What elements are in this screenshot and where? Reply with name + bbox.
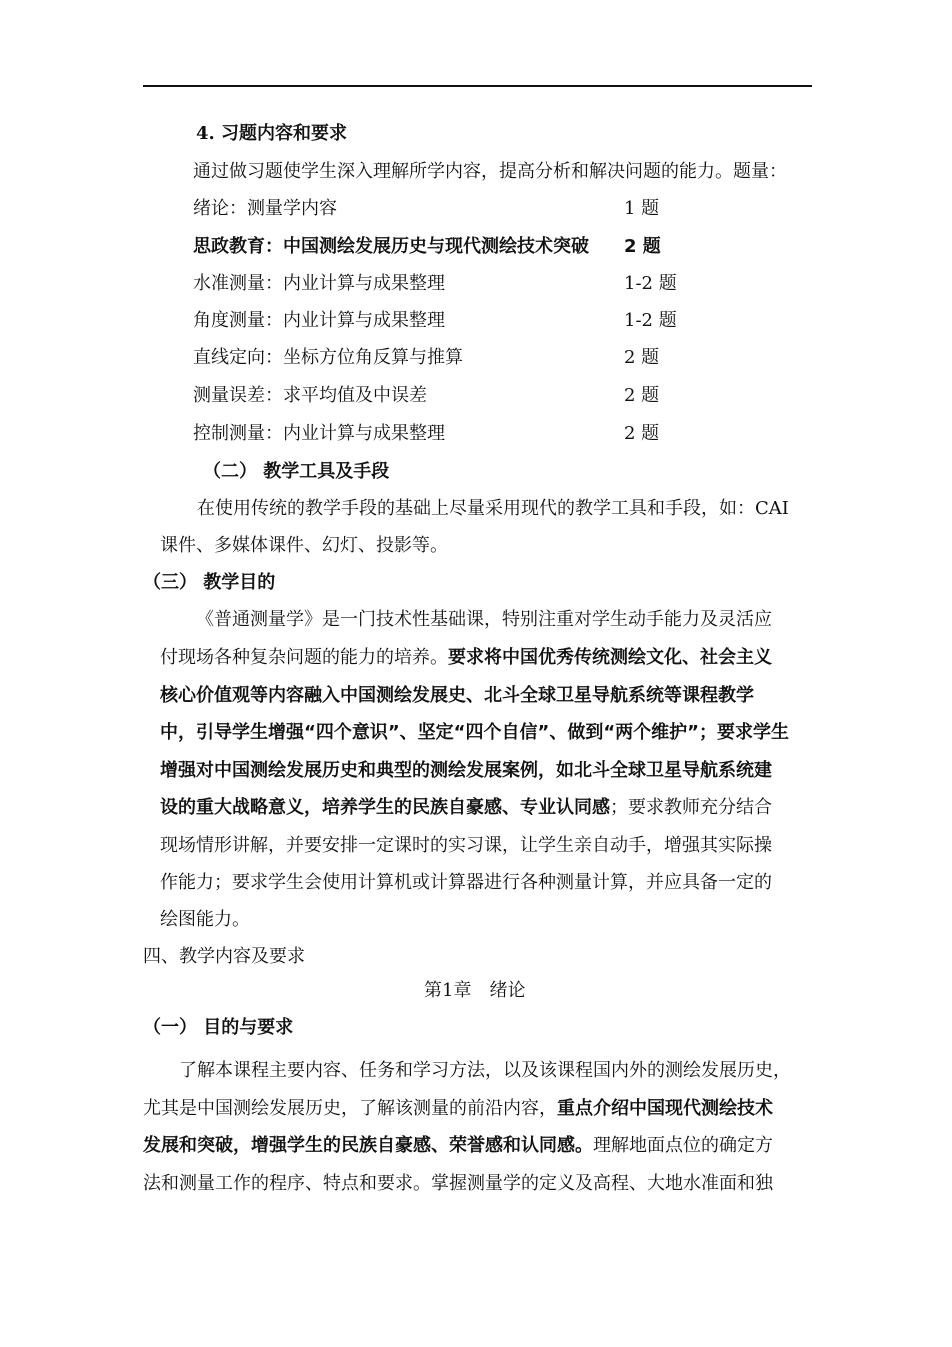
exercise-item <box>193 197 693 221</box>
purpose-emphasis: 要求将中国优秀传统测绘文化、社会主义 <box>448 647 772 668</box>
goals-heading: （一） 目的与要求 <box>143 1017 294 1038</box>
exercise-count: 1-2 题 <box>624 273 677 294</box>
purpose-text: ；要求教师充分结合 <box>610 797 772 818</box>
exercise-item <box>193 309 693 333</box>
exercise-topic: 角度测量：内业计算与成果整理 <box>193 310 445 331</box>
goals-emphasis: 重点介绍中国现代测绘技术 <box>557 1098 773 1119</box>
section-four-heading: 四、教学内容及要求 <box>143 946 305 967</box>
goals-text: 理解地面点位的确定方 <box>593 1135 773 1156</box>
exercise-topic: 绪论：测量学内容 <box>193 198 337 219</box>
purpose-line <box>160 646 772 670</box>
exercise-heading: 4. 习题内容和要求 <box>196 123 348 144</box>
exercise-count: 1 题 <box>624 198 660 219</box>
exercise-item <box>193 384 693 408</box>
purpose-line <box>160 796 772 820</box>
exercise-count: 2 题 <box>624 347 660 368</box>
purpose-line: 增强对中国测绘发展历史和典型的测绘发展案例，如北斗全球卫星导航系统建 <box>160 760 772 781</box>
header-rule <box>143 85 812 87</box>
goals-line <box>143 1134 773 1158</box>
tools-line: 在使用传统的教学手段的基础上尽量采用现代的教学工具和手段，如：CAI <box>197 498 789 519</box>
exercise-count: 2 题 <box>624 385 660 406</box>
purpose-line: 核心价值观等内容融入中国测绘发展史、北斗全球卫星导航系统等课程教学 <box>160 685 754 706</box>
purpose-line: 现场情形讲解，并要安排一定课时的实习课，让学生亲自动手，增强其实际操 <box>160 835 772 856</box>
tools-line: 课件、多媒体课件、幻灯、投影等。 <box>160 535 448 556</box>
purpose-line: 绘图能力。 <box>160 909 250 930</box>
exercise-count: 2 题 <box>624 423 660 444</box>
goals-line: 法和测量工作的程序、特点和要求。掌握测量学的定义及高程、大地水准面和独 <box>143 1173 773 1194</box>
purpose-line: 作能力；要求学生会使用计算机或计算器进行各种测量计算，并应具备一定的 <box>160 872 772 893</box>
tools-heading: （二） 教学工具及手段 <box>203 461 390 482</box>
exercise-count: 1-2 题 <box>624 310 677 331</box>
purpose-text: 付现场各种复杂问题的能力的培养。 <box>160 647 448 668</box>
goals-line <box>143 1097 773 1121</box>
exercise-topic: 控制测量：内业计算与成果整理 <box>193 423 445 444</box>
purpose-emphasis: 设的重大战略意义，培养学生的民族自豪感、专业认同感 <box>160 797 610 818</box>
exercise-item <box>193 235 693 259</box>
exercise-item <box>193 272 693 296</box>
exercise-topic: 思政教育：中国测绘发展历史与现代测绘技术突破 <box>193 236 589 257</box>
purpose-line: 《普通测量学》是一门技术性基础课，特别注重对学生动手能力及灵活应 <box>196 609 772 630</box>
exercise-topic: 水准测量：内业计算与成果整理 <box>193 273 445 294</box>
exercise-topic: 测量误差：求平均值及中误差 <box>193 385 427 406</box>
exercise-item <box>193 422 693 446</box>
exercise-item <box>193 346 693 370</box>
goals-emphasis: 发展和突破，增强学生的民族自豪感、荣誉感和认同感。 <box>143 1135 593 1156</box>
purpose-line: 中，引导学生增强“四个意识”、坚定“四个自信”、做到“两个维护”；要求学生 <box>160 722 789 743</box>
goals-line: 了解本课程主要内容、任务和学习方法，以及该课程国内外的测绘发展历史， <box>179 1060 791 1081</box>
goals-text: 尤其是中国测绘发展历史，了解该测量的前沿内容， <box>143 1098 557 1119</box>
purpose-heading: （三） 教学目的 <box>143 572 276 593</box>
chapter-title: 第1章 绪论 <box>424 980 526 1001</box>
exercise-topic: 直线定向：坐标方位角反算与推算 <box>193 347 463 368</box>
exercise-count: 2 题 <box>624 236 661 257</box>
exercise-intro: 通过做习题使学生深入理解所学内容，提高分析和解决问题的能力。题量： <box>193 161 787 182</box>
